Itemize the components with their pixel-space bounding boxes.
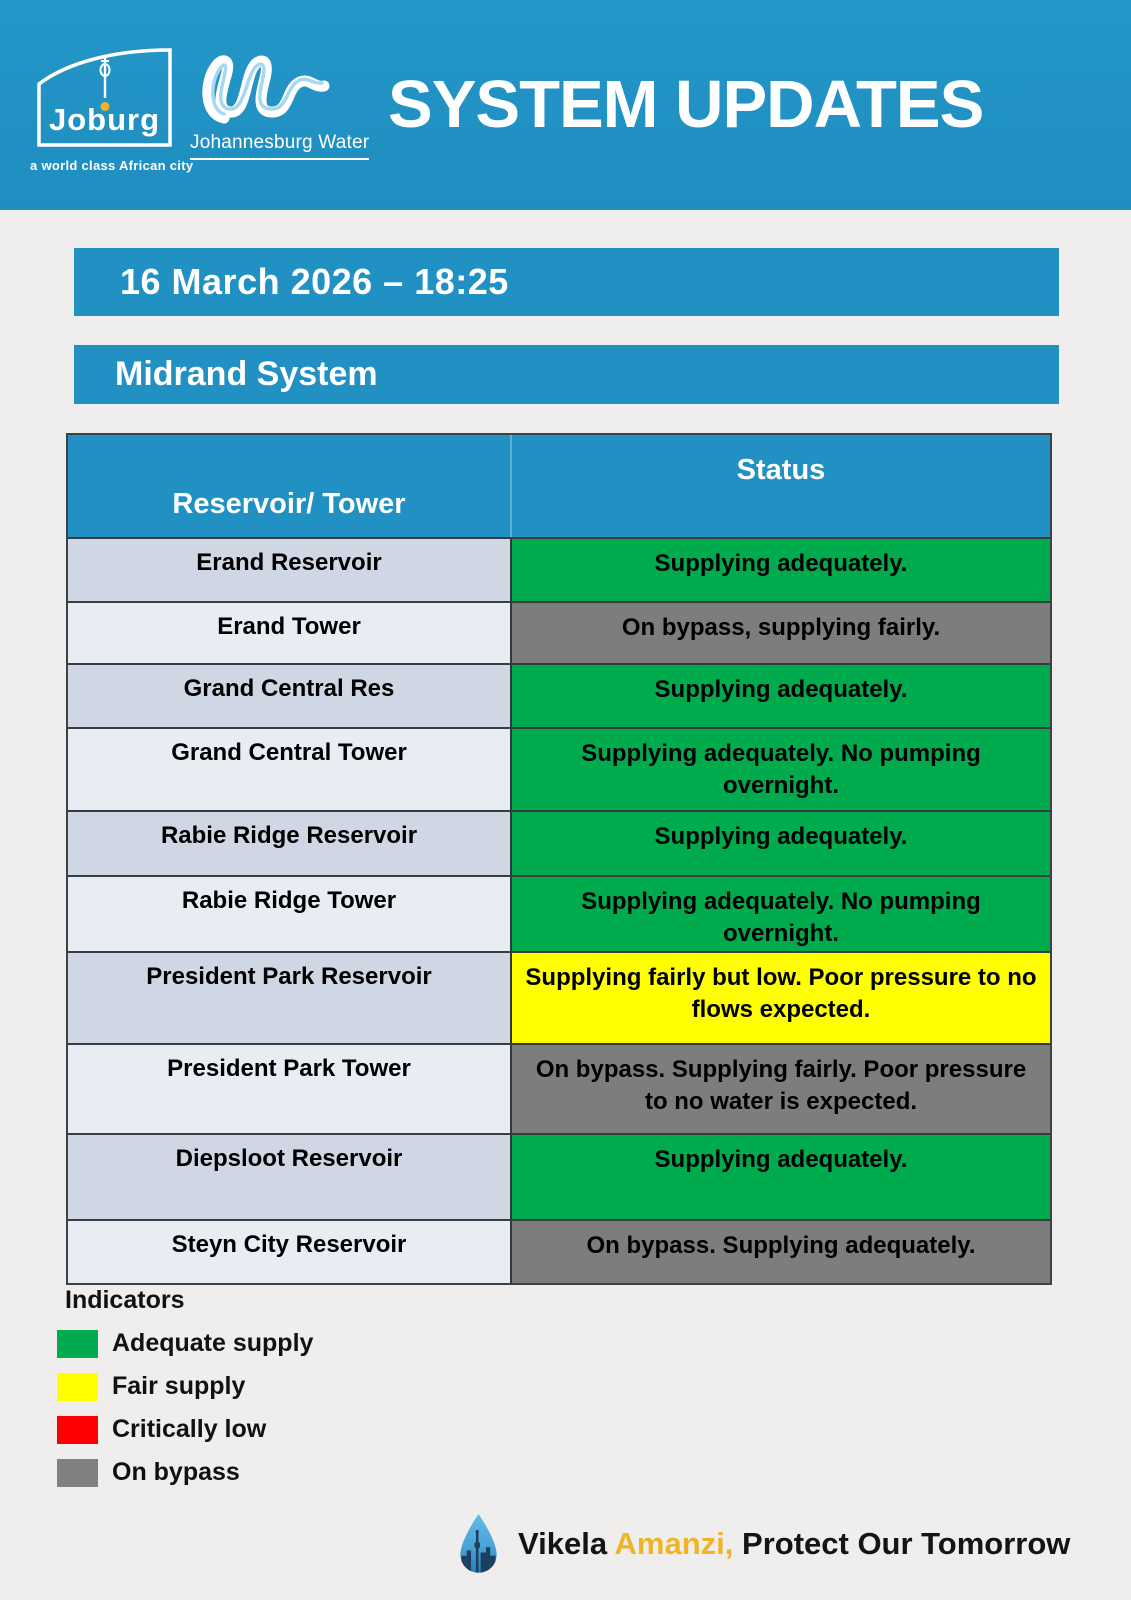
legend-title: Indicators	[65, 1286, 185, 1314]
status-cell: On bypass, supplying fairly.	[510, 603, 1050, 663]
reservoir-name-cell: President Park Reservoir	[68, 953, 510, 1043]
legend-color-swatch	[57, 1459, 98, 1487]
reservoir-name-cell: Rabie Ridge Tower	[68, 877, 510, 951]
status-cell: On bypass. Supplying fairly. Poor pressure to no water is expected.	[510, 1045, 1050, 1133]
water-drop-city-icon	[455, 1512, 502, 1576]
table-row	[68, 727, 1050, 810]
reservoir-name-cell: President Park Tower	[68, 1045, 510, 1133]
legend-color-swatch	[57, 1416, 98, 1444]
table-row	[68, 601, 1050, 663]
legend-item-label: Adequate supply	[112, 1329, 314, 1357]
legend-item-label: Critically low	[112, 1415, 267, 1443]
johannesburg-water-label: Johannesburg Water	[190, 132, 369, 160]
column-header-reservoir: Reservoir/ Tower	[172, 488, 406, 520]
footer-amanzi: Amanzi,	[614, 1526, 734, 1561]
joburg-logo-text: Joburg	[48, 102, 161, 137]
table-row	[68, 537, 1050, 601]
reservoir-name-cell: Diepsloot Reservoir	[68, 1135, 510, 1219]
status-table	[66, 433, 1052, 1285]
page-title: SYSTEM UPDATES	[388, 67, 984, 142]
column-header-status: Status	[510, 435, 1050, 537]
footer-vikela: Vikela	[518, 1526, 608, 1561]
status-cell: Supplying adequately.	[510, 812, 1050, 875]
footer-text	[518, 1526, 1070, 1562]
date-banner: 16 March 2026 – 18:25	[74, 248, 1059, 316]
table-header-row	[68, 435, 1050, 537]
legend-item	[57, 1415, 313, 1444]
table-row	[68, 951, 1050, 1043]
legend-item	[57, 1372, 313, 1401]
table-row	[68, 1043, 1050, 1133]
legend-color-swatch	[57, 1330, 98, 1358]
status-cell: Supplying adequately. No pumping overnight.	[510, 877, 1050, 951]
footer-slogan	[455, 1512, 1070, 1576]
legend	[57, 1286, 313, 1487]
hillbrow-tower-icon	[99, 54, 111, 105]
johannesburg-water-logo	[190, 48, 370, 160]
reservoir-name-cell: Grand Central Res	[68, 665, 510, 727]
status-cell: Supplying adequately. No pumping overnight.	[510, 729, 1050, 810]
legend-item-label: Fair supply	[112, 1372, 246, 1400]
reservoir-name-cell: Erand Tower	[68, 603, 510, 663]
legend-item-label: On bypass	[112, 1458, 240, 1486]
table-row	[68, 875, 1050, 951]
table-row	[68, 1133, 1050, 1219]
legend-item	[57, 1458, 313, 1487]
reservoir-name-cell: Grand Central Tower	[68, 729, 510, 810]
status-cell: Supplying adequately.	[510, 1135, 1050, 1219]
header-band	[0, 0, 1131, 210]
legend-item	[57, 1329, 313, 1358]
reservoir-name-cell: Rabie Ridge Reservoir	[68, 812, 510, 875]
legend-color-swatch	[57, 1373, 98, 1401]
system-name-banner: Midrand System	[74, 345, 1059, 404]
water-wave-icon	[196, 48, 361, 130]
status-cell: Supplying fairly but low. Poor pressure to no flows expected.	[510, 953, 1050, 1043]
table-row	[68, 663, 1050, 727]
table-row	[68, 810, 1050, 875]
joburg-logo	[36, 46, 173, 148]
status-cell: Supplying adequately.	[510, 665, 1050, 727]
status-cell: On bypass. Supplying adequately.	[510, 1221, 1050, 1283]
table-row	[68, 1219, 1050, 1283]
reservoir-name-cell: Steyn City Reservoir	[68, 1221, 510, 1283]
joburg-tagline: a world class African city	[30, 158, 194, 173]
reservoir-name-cell: Erand Reservoir	[68, 539, 510, 601]
status-cell: Supplying adequately.	[510, 539, 1050, 601]
footer-protect: Protect Our Tomorrow	[742, 1526, 1071, 1561]
